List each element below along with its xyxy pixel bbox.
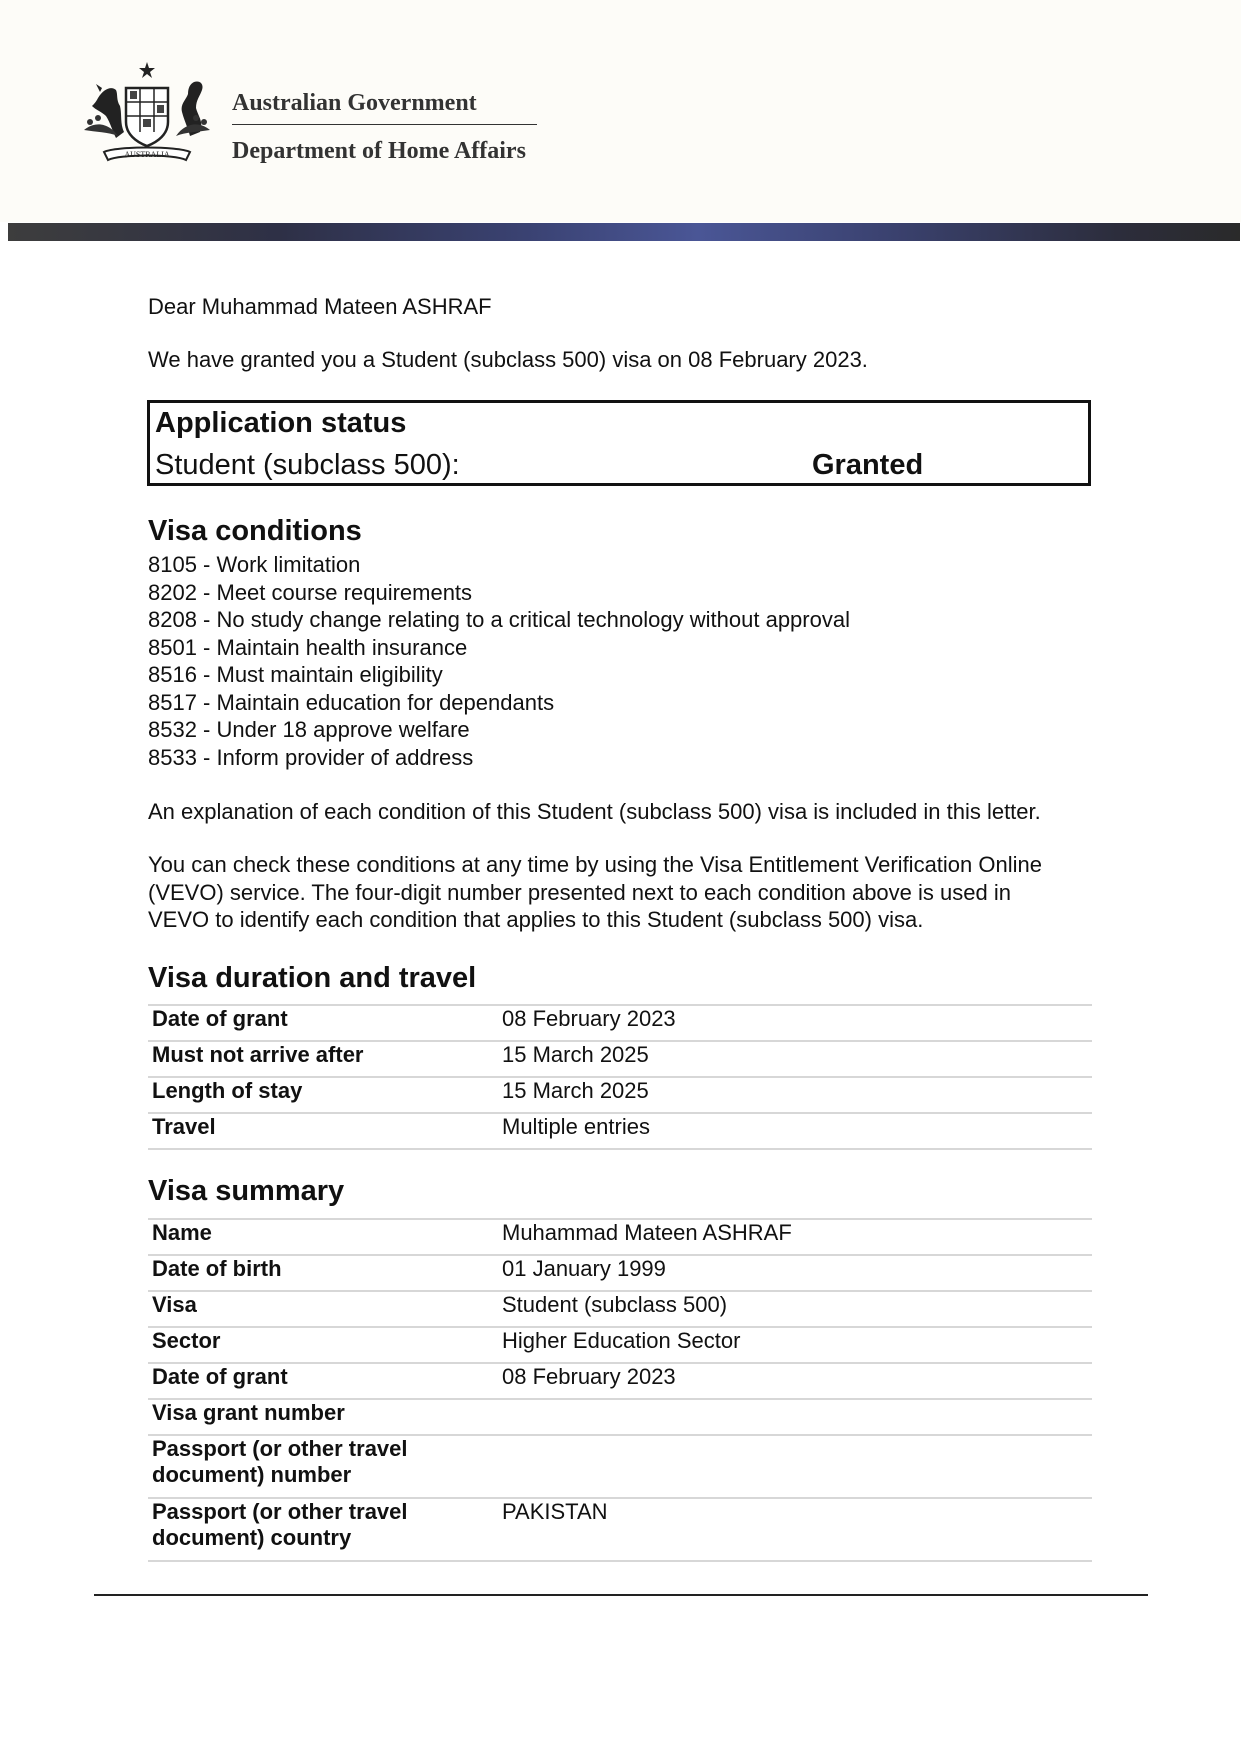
row-label: Date of birth <box>148 1255 498 1291</box>
summary-table <box>148 1218 1092 1562</box>
letterhead-divider <box>232 124 537 125</box>
letterhead-band <box>8 223 1240 241</box>
duration-table <box>148 1004 1092 1150</box>
row-label: Sector <box>148 1327 498 1363</box>
row-label: Visa grant number <box>148 1399 498 1435</box>
table-row <box>148 1255 1092 1291</box>
row-value <box>498 1399 1092 1435</box>
row-value: 01 January 1999 <box>498 1255 1092 1291</box>
row-value: Muhammad Mateen ASHRAF <box>498 1219 1092 1255</box>
conditions-heading: Visa conditions <box>148 515 362 547</box>
condition-item: 8516 - Must maintain eligibility <box>148 662 443 687</box>
row-value <box>498 1435 1092 1498</box>
table-row <box>148 1005 1092 1041</box>
condition-item: 8517 - Maintain education for dependants <box>148 689 555 715</box>
table-row <box>148 1363 1092 1399</box>
condition-item: 8533 - Inform provider of address <box>148 744 474 770</box>
svg-text:AUSTRALIA: AUSTRALIA <box>124 150 170 159</box>
vevo-line: (VEVO) service. The four-digit number presented next to each condition above is used in <box>148 879 1011 905</box>
row-value: Higher Education Sector <box>498 1327 1092 1363</box>
condition-item: 8105 - Work limitation <box>148 552 361 577</box>
row-value: 15 March 2025 <box>498 1077 1092 1113</box>
duration-heading: Visa duration and travel <box>148 962 477 994</box>
condition-item: 8532 - Under 18 approve welfare <box>148 717 470 742</box>
letterhead <box>0 0 1241 222</box>
table-row <box>148 1399 1092 1435</box>
table-row <box>148 1041 1092 1077</box>
grant-intro: We have granted you a Student (subclass 500) visa on 08 February 2023. <box>148 347 868 372</box>
row-label: Length of stay <box>148 1077 498 1113</box>
row-value: 08 February 2023 <box>498 1363 1092 1399</box>
row-label: Date of grant <box>148 1363 498 1399</box>
row-value: Student (subclass 500) <box>498 1291 1092 1327</box>
row-value: Multiple entries <box>498 1113 1092 1149</box>
conditions-explanation: An explanation of each condition of this Student (subclass 500) visa is included in this letter. <box>148 799 1041 824</box>
row-label: Must not arrive after <box>148 1041 498 1077</box>
footer-divider <box>94 1594 1148 1596</box>
salutation: Dear Muhammad Mateen ASHRAF <box>148 294 492 319</box>
table-row <box>148 1498 1092 1561</box>
coat-of-arms-icon <box>76 60 218 172</box>
status-title: Application status <box>155 407 407 439</box>
table-row <box>148 1435 1092 1498</box>
row-value: PAKISTAN <box>498 1498 1092 1561</box>
status-value: Granted <box>812 449 924 481</box>
vevo-paragraph <box>148 851 1042 934</box>
application-status-box <box>147 400 1091 486</box>
row-value: 08 February 2023 <box>498 1005 1092 1041</box>
row-value: 15 March 2025 <box>498 1041 1092 1077</box>
table-row <box>148 1219 1092 1255</box>
row-label: Visa <box>148 1291 498 1327</box>
agency-name: Australian Government <box>232 90 477 116</box>
table-row <box>148 1077 1092 1113</box>
condition-item: 8501 - Maintain health insurance <box>148 634 468 660</box>
conditions-list <box>148 551 850 771</box>
row-label: Name <box>148 1219 498 1255</box>
row-label: Date of grant <box>148 1005 498 1041</box>
summary-heading: Visa summary <box>148 1175 345 1207</box>
row-label: Travel <box>148 1113 498 1149</box>
table-row <box>148 1291 1092 1327</box>
condition-item: 8208 - No study change relating to a critical technology without approval <box>148 607 850 632</box>
vevo-line: VEVO to identify each condition that applies to this Student (subclass 500) visa. <box>148 907 924 932</box>
row-label: Passport (or other travel document) number <box>148 1435 498 1498</box>
vevo-line: You can check these conditions at any time by using the Visa Entitlement Verification Online <box>148 852 1042 877</box>
condition-item: 8202 - Meet course requirements <box>148 579 473 605</box>
department-name: Department of Home Affairs <box>232 138 526 164</box>
table-row <box>148 1113 1092 1149</box>
table-row <box>148 1327 1092 1363</box>
row-label: Passport (or other travel document) country <box>148 1498 498 1561</box>
status-label: Student (subclass 500): <box>155 449 460 481</box>
